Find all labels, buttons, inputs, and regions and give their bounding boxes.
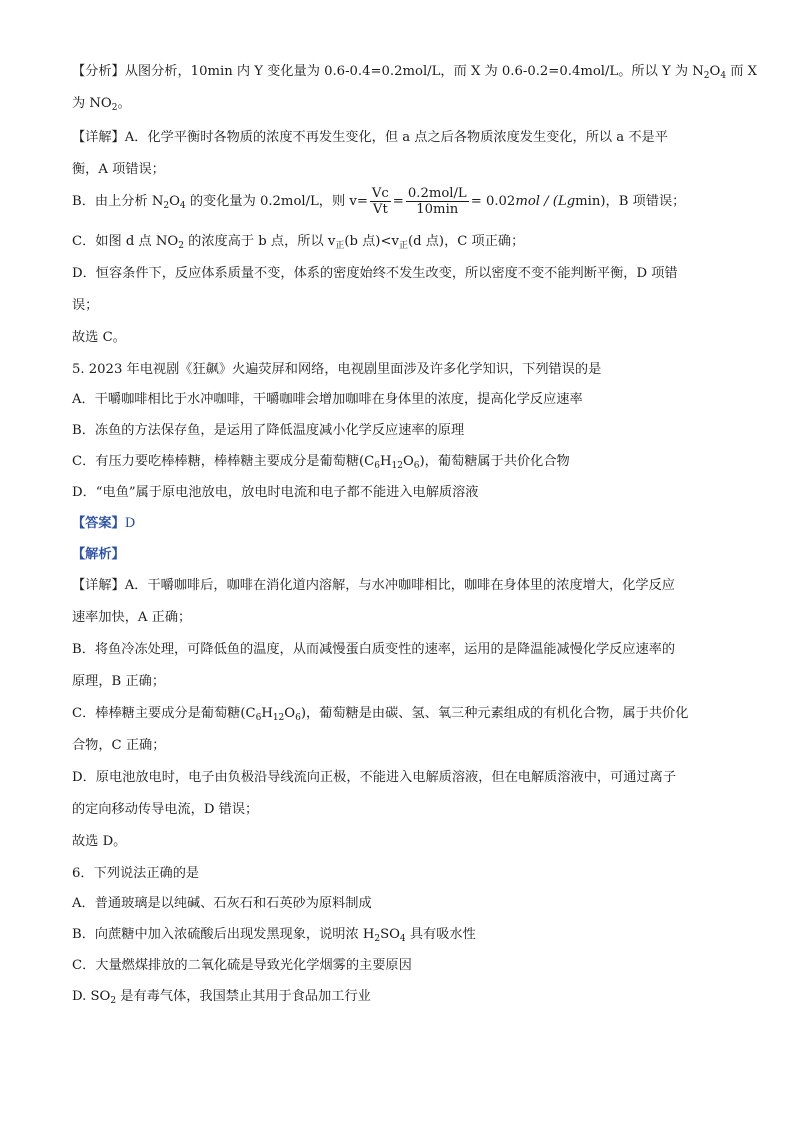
text: B．向蔗糖中加入浓硫酸后出现发黑现象，说明浓 H <box>72 927 375 942</box>
answer-value: D <box>124 516 136 531</box>
text: )，葡萄糖属于共价化合物 <box>419 454 570 469</box>
fraction-denominator: 10min <box>416 202 459 217</box>
text: 是有毒气体，我国禁止其用于食品加工行业 <box>116 989 371 1004</box>
q5-detail-c-line-1 <box>72 704 688 724</box>
subscript: 正 <box>335 241 345 251</box>
text: B．由上分析 N <box>72 194 164 209</box>
subscript: 2 <box>111 103 118 113</box>
text: 的变化量为 0.2mol/L，则 v= <box>185 194 368 209</box>
result-unit: min) <box>575 194 606 209</box>
text: (d 点)，C 项正确； <box>407 234 525 249</box>
fraction-values <box>406 186 469 217</box>
subscript: 6 <box>255 713 262 723</box>
detail-d-line-2: 误； <box>72 298 99 313</box>
subscript: 12 <box>391 461 403 471</box>
text: H <box>261 706 273 721</box>
text: )，葡萄糖是由碳、氢、氧三种元素组成的有机化合物，属于共价化 <box>300 706 689 721</box>
subscript: 2 <box>178 241 184 251</box>
subscript: 6 <box>295 713 301 723</box>
subscript: 4 <box>179 201 186 211</box>
answer-tag: 【答案】 <box>72 516 125 531</box>
choose-c: 故选 C。 <box>72 330 126 345</box>
q5-detail-b-line-2: 原理，B 正确； <box>72 674 166 689</box>
analysis-tag: 【解析】 <box>72 547 125 562</box>
subscript: 6 <box>413 461 420 471</box>
q5-option-a: A．干嚼咖啡相比于水冲咖啡，干嚼咖啡会增加咖啡在身体里的浓度，提高化学反应速率 <box>72 392 583 407</box>
detail-d-line-1: D．恒容条件下，反应体系质量不变，体系的密度始终不发生改变，所以密度不变不能判断平衡，D 项错 <box>72 266 678 281</box>
text: ，B 项错误； <box>605 194 686 209</box>
subscript: 2 <box>110 996 117 1006</box>
text: (b 点)<v <box>344 234 399 249</box>
q5-detail-a-line-1: 【详解】A．干嚼咖啡后，咖啡在消化道内溶解，与水冲咖啡相比，咖啡在身体里的浓度增大，化学反应 <box>72 578 675 593</box>
choose-d: 故选 D。 <box>72 834 127 849</box>
q5-stem: 5. 2023 年电视剧《狂飙》火遍荧屏和网络，电视剧里面涉及许多化学知识，下列错误的是 <box>72 362 602 377</box>
text: 的浓度高于 b 点，所以 v <box>183 234 336 249</box>
text: C．如图 d 点 NO <box>72 234 179 249</box>
text: 【分析】从图分析，10min 内 Y 变化量为 0.6-0.4=0.2mol/L，而 X 为 0.6-0.2=0.4mol/L。所以 Y 为 N <box>72 64 704 79</box>
fraction-denominator: Vt <box>372 202 388 217</box>
subscript: 6 <box>374 461 380 471</box>
detail-a-line-2: 衡，A 项错误； <box>72 162 165 177</box>
subscript: 4 <box>720 71 727 81</box>
fraction-delta <box>370 186 391 217</box>
subscript: 4 <box>399 934 406 944</box>
text: 具有吸水性 <box>405 927 476 942</box>
detail-b-line <box>72 186 685 217</box>
text: O <box>709 64 721 79</box>
text: O <box>284 706 296 721</box>
result-value: = 0.02 <box>470 194 516 209</box>
analysis-line-2 <box>72 94 131 114</box>
detail-a-line-1: 【详解】A．化学平衡时各物质的浓度不再发生变化，但 a 点之后各物质浓度发生变化，所以 a 不是平 <box>72 130 668 145</box>
text: H <box>380 454 392 469</box>
q5-option-c <box>72 452 570 472</box>
subscript: 12 <box>272 713 285 723</box>
subscript: 正 <box>398 241 408 251</box>
q5-option-b: B．冻鱼的方法保存鱼，是运用了降低温度减小化学反应速率的原理 <box>72 423 465 438</box>
text: 。 <box>117 96 131 111</box>
analysis-line-1 <box>72 62 757 82</box>
text: O <box>169 194 180 209</box>
text: C．棒棒糖主要成分是葡萄糖(C <box>72 706 256 721</box>
result-unit: mol / (Lg <box>515 194 576 209</box>
q6-option-a: A．普通玻璃是以纯碱、石灰石和石英砂为原料制成 <box>72 896 372 911</box>
text: SO <box>380 927 400 942</box>
subscript: 2 <box>374 934 381 944</box>
q5-answer <box>72 514 135 534</box>
equals-sign: = <box>392 194 404 209</box>
fraction-numerator: Vc <box>371 186 389 201</box>
q5-detail-d-line-1: D．原电池放电时，电子由负极沿导线流向正极，不能进入电解质溶液，但在电解质溶液中，可通过离子 <box>72 770 677 785</box>
subscript: 2 <box>703 71 710 81</box>
q5-option-d: D．“电鱼”属于原电池放电，放电时电流和电子都不能进入电解质溶液 <box>72 485 479 500</box>
q5-detail-c-line-2: 合物，C 正确； <box>72 738 166 753</box>
fraction-numerator: 0.2mol/L <box>407 186 467 201</box>
text: 而 X <box>726 64 758 79</box>
q5-detail-b-line-1: B．将鱼冷冻处理，可降低鱼的温度，从而减慢蛋白质变性的速率，运用的是降温能减慢化学反应速率的 <box>72 642 676 657</box>
q6-option-b <box>72 925 476 945</box>
q6-option-d <box>72 987 371 1007</box>
detail-c-line <box>72 232 524 252</box>
text: D. SO <box>72 989 111 1004</box>
q6-stem: 6．下列说法正确的是 <box>72 866 200 881</box>
text: C．有压力要吃棒棒糖，棒棒糖主要成分是葡萄糖(C <box>72 454 375 469</box>
q5-detail-d-line-2: 的定向移动传导电流，D 错误； <box>72 802 259 817</box>
subscript: 2 <box>163 201 170 211</box>
text: 为 NO <box>72 96 112 111</box>
q6-option-c: C．大量燃煤排放的二氧化硫是导致光化学烟雾的主要原因 <box>72 958 412 973</box>
text: O <box>402 454 414 469</box>
q5-analysis-tag <box>72 545 125 565</box>
q5-detail-a-line-2: 速率加快，A 正确； <box>72 610 192 625</box>
